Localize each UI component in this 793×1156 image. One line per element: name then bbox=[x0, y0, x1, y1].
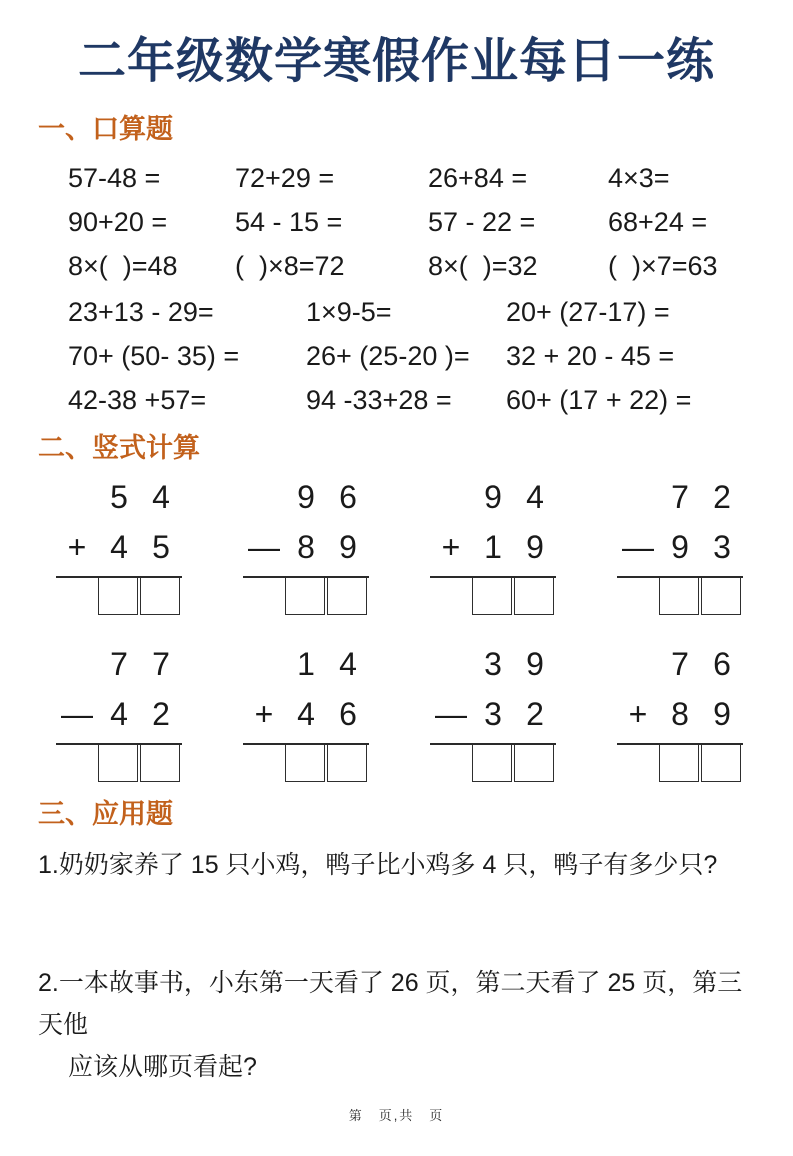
operator-spacer bbox=[430, 647, 472, 681]
operator: — bbox=[248, 528, 280, 565]
math-problem: 68+24 = bbox=[608, 206, 708, 237]
operator-spacer bbox=[243, 480, 285, 514]
math-problem: ( )×8=72 bbox=[235, 250, 345, 281]
digit: 1 bbox=[297, 645, 315, 682]
answer-box bbox=[327, 578, 367, 615]
digit: 9 bbox=[713, 695, 731, 732]
answer-box bbox=[472, 578, 512, 615]
math-problem: 4×3= bbox=[608, 162, 670, 193]
vertical-problem-3 bbox=[430, 480, 556, 615]
answer-boxes bbox=[659, 578, 743, 615]
top-operand bbox=[617, 647, 743, 681]
digit: 7 bbox=[671, 478, 689, 515]
digit: 6 bbox=[339, 695, 357, 732]
math-problem: 94 -33+28 = bbox=[306, 384, 452, 415]
bottom-operand bbox=[430, 697, 556, 731]
digit: 2 bbox=[713, 478, 731, 515]
answer-boxes bbox=[98, 578, 182, 615]
bottom-operand bbox=[56, 530, 182, 564]
digit: 4 bbox=[110, 695, 128, 732]
digit: 9 bbox=[526, 528, 544, 565]
math-problem: 20+ (27-17) = bbox=[506, 296, 670, 327]
digit: 8 bbox=[297, 528, 315, 565]
vertical-problem-2 bbox=[243, 480, 369, 615]
answer-box bbox=[98, 745, 138, 782]
top-operand bbox=[56, 480, 182, 514]
vertical-problem-7 bbox=[430, 647, 556, 782]
digit: 6 bbox=[339, 478, 357, 515]
answer-box bbox=[140, 578, 180, 615]
operator: + bbox=[67, 528, 87, 565]
top-operand bbox=[56, 647, 182, 681]
math-problem: 57-48 = bbox=[68, 162, 161, 193]
operator-spacer bbox=[430, 480, 472, 514]
math-problem: 57 - 22 = bbox=[428, 206, 536, 237]
answer-box bbox=[472, 745, 512, 782]
digit: 8 bbox=[671, 695, 689, 732]
answer-boxes bbox=[472, 578, 556, 615]
answer-box bbox=[701, 578, 741, 615]
digit: 3 bbox=[713, 528, 731, 565]
math-problem: 26+84 = bbox=[428, 162, 528, 193]
digit: 4 bbox=[110, 528, 128, 565]
digit: 7 bbox=[671, 645, 689, 682]
bottom-operand bbox=[430, 530, 556, 564]
digit: 9 bbox=[671, 528, 689, 565]
digit: 9 bbox=[297, 478, 315, 515]
section-heading-oral: 一、口算题 bbox=[38, 114, 173, 145]
section-heading-vertical: 二、竖式计算 bbox=[38, 432, 200, 463]
oral-problems-grid-b bbox=[0, 290, 793, 422]
operator: + bbox=[628, 695, 648, 732]
word-problem-2-line-1: 2.一本故事书，小东第一天看了 26 页，第二天看了 25 页，第三天他 bbox=[38, 969, 743, 1040]
oral-problems-grid-a bbox=[0, 156, 793, 288]
math-problem: 90+20 = bbox=[68, 206, 168, 237]
operator-spacer bbox=[56, 647, 98, 681]
vertical-problem-1 bbox=[56, 480, 182, 615]
math-problem: 1×9-5= bbox=[306, 296, 392, 327]
digit: 6 bbox=[713, 645, 731, 682]
vertical-problem-4 bbox=[617, 480, 743, 615]
answer-box bbox=[140, 745, 180, 782]
top-operand bbox=[617, 480, 743, 514]
top-operand bbox=[430, 647, 556, 681]
bottom-operand bbox=[617, 697, 743, 731]
top-operand bbox=[243, 480, 369, 514]
answer-box bbox=[514, 745, 554, 782]
math-problem: 8×( )=32 bbox=[428, 250, 538, 281]
digit: 7 bbox=[110, 645, 128, 682]
answer-box bbox=[285, 745, 325, 782]
answer-box bbox=[659, 745, 699, 782]
math-problem: 42-38 +57= bbox=[68, 384, 207, 415]
operator-spacer bbox=[617, 647, 659, 681]
digit: 4 bbox=[297, 695, 315, 732]
answer-box bbox=[285, 578, 325, 615]
digit: 9 bbox=[484, 478, 502, 515]
answer-box bbox=[659, 578, 699, 615]
answer-box bbox=[98, 578, 138, 615]
digit: 5 bbox=[110, 478, 128, 515]
digit: 1 bbox=[484, 528, 502, 565]
word-problem-1: 1.奶奶家养了 15 只小鸡，鸭子比小鸡多 4 只，鸭子有多少只? bbox=[38, 851, 718, 880]
digit: 4 bbox=[339, 645, 357, 682]
operator-spacer bbox=[617, 480, 659, 514]
bottom-operand bbox=[243, 697, 369, 731]
answer-boxes bbox=[285, 745, 369, 782]
math-problem: 26+ (25-20 )= bbox=[306, 340, 470, 371]
answer-box bbox=[327, 745, 367, 782]
digit: 2 bbox=[526, 695, 544, 732]
digit: 9 bbox=[526, 645, 544, 682]
answer-boxes bbox=[98, 745, 182, 782]
answer-boxes bbox=[472, 745, 556, 782]
vertical-problem-5 bbox=[56, 647, 182, 782]
math-problem: 72+29 = bbox=[235, 162, 335, 193]
worksheet-page bbox=[0, 34, 793, 1156]
digit: 9 bbox=[339, 528, 357, 565]
math-problem: 8×( )=48 bbox=[68, 250, 178, 281]
operator-spacer bbox=[56, 480, 98, 514]
vertical-problem-6 bbox=[243, 647, 369, 782]
digit: 3 bbox=[484, 645, 502, 682]
digit: 4 bbox=[526, 478, 544, 515]
digit: 4 bbox=[152, 478, 170, 515]
page-footer: 第 页,共 页 bbox=[348, 1108, 445, 1123]
answer-boxes bbox=[285, 578, 369, 615]
operator: — bbox=[61, 695, 93, 732]
word-problem-2 bbox=[38, 962, 755, 1088]
vertical-problems-row-a bbox=[0, 464, 793, 615]
digit: 3 bbox=[484, 695, 502, 732]
top-operand bbox=[430, 480, 556, 514]
word-problem-2-line-2: 应该从哪页看起? bbox=[68, 1053, 257, 1082]
bottom-operand bbox=[243, 530, 369, 564]
page-title: 二年级数学寒假作业每日一练 bbox=[77, 35, 715, 88]
math-problem: 32 + 20 - 45 = bbox=[506, 340, 675, 371]
operator: — bbox=[435, 695, 467, 732]
digit: 7 bbox=[152, 645, 170, 682]
answer-boxes bbox=[659, 745, 743, 782]
digit: 5 bbox=[152, 528, 170, 565]
operator: + bbox=[441, 528, 461, 565]
math-problem: 70+ (50- 35) = bbox=[68, 340, 240, 371]
operator-spacer bbox=[243, 647, 285, 681]
math-problem: 54 - 15 = bbox=[235, 206, 343, 237]
answer-box bbox=[701, 745, 741, 782]
operator: — bbox=[622, 528, 654, 565]
top-operand bbox=[243, 647, 369, 681]
bottom-operand bbox=[617, 530, 743, 564]
vertical-problems-row-b bbox=[0, 615, 793, 782]
vertical-problem-8 bbox=[617, 647, 743, 782]
digit: 2 bbox=[152, 695, 170, 732]
math-problem: ( )×7=63 bbox=[608, 250, 718, 281]
operator: + bbox=[254, 695, 274, 732]
section-heading-word: 三、应用题 bbox=[38, 798, 173, 829]
math-problem: 23+13 - 29= bbox=[68, 296, 214, 327]
math-problem: 60+ (17 + 22) = bbox=[506, 384, 692, 415]
bottom-operand bbox=[56, 697, 182, 731]
answer-box bbox=[514, 578, 554, 615]
